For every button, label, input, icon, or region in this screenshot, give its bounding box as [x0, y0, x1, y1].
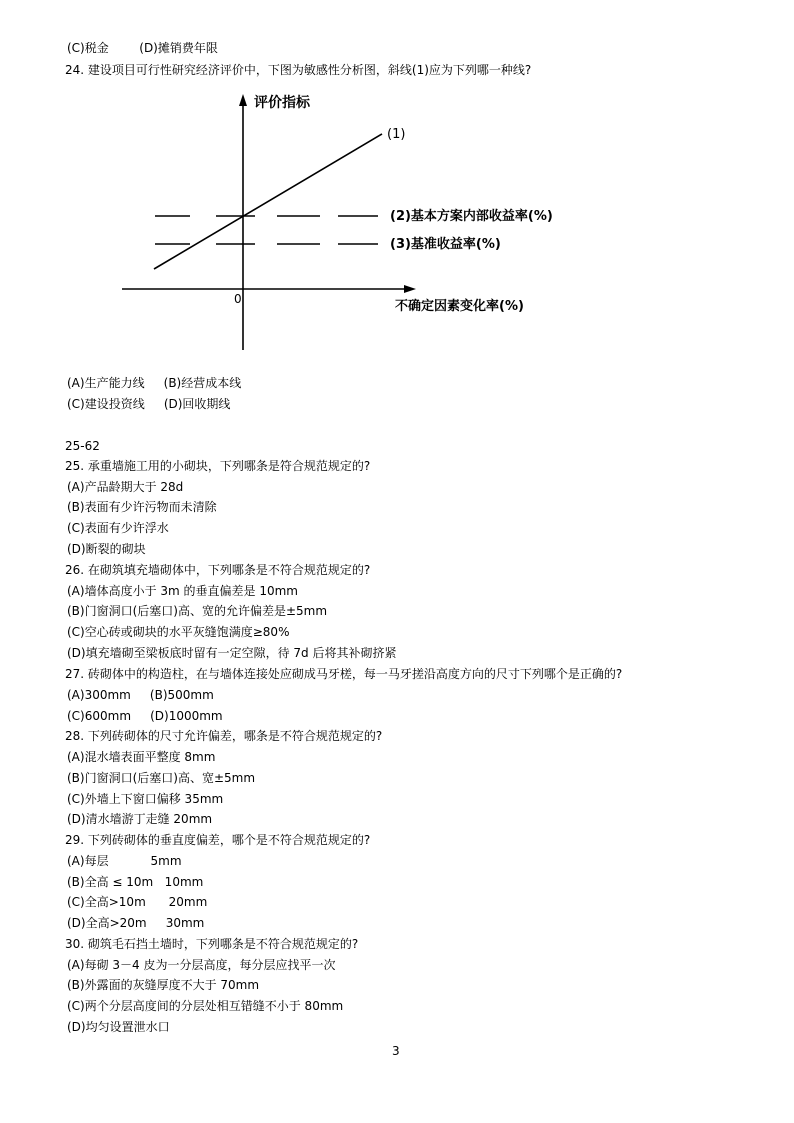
q28-option-a: (A)混水墙表面平整度 8mm [67, 750, 216, 764]
line-3-label: (3)基准收益率(%) [390, 237, 501, 252]
q29-option-c: (C)全高>10m 20mm [67, 895, 208, 909]
section-label: 25-62 [65, 439, 100, 453]
line-1-sloped [154, 134, 382, 269]
q26-option-a: (A)墙体高度小于 3m 的垂直偏差是 10mm [67, 584, 298, 598]
line-2-label: (2)基本方案内部收益率(%) [390, 209, 553, 224]
q26-option-d: (D)填充墙砌至梁板底时留有一定空隙，待 7d 后将其补砌挤紧 [67, 646, 397, 660]
q26-option-c: (C)空心砖或砌块的水平灰缝饱满度≥80% [67, 625, 290, 639]
q23-options: (C)税金 (D)摊销费年限 [67, 41, 218, 55]
q27-options-row2: (C)600mm (D)1000mm [67, 709, 223, 723]
q28-option-d: (D)清水墙游丁走缝 20mm [67, 812, 213, 826]
x-axis-arrow [404, 285, 416, 293]
q25-option-a: (A)产品龄期大于 28d [67, 480, 184, 494]
q28-option-c: (C)外墙上下窗口偏移 35mm [67, 792, 224, 806]
q25-text: 25. 承重墙施工用的小砌块，下列哪条是符合规范规定的? [65, 459, 371, 473]
q30-option-c: (C)两个分层高度间的分层处相互错缝不小于 80mm [67, 999, 344, 1013]
q25-option-d: (D)断裂的砌块 [67, 542, 146, 556]
y-axis-label: 评价指标 [254, 95, 310, 111]
q30-option-a: (A)每砌 3－4 皮为一分层高度，每分层应找平一次 [67, 958, 336, 972]
x-axis-label: 不确定因素变化率(%) [395, 299, 524, 314]
q30-option-d: (D)均匀设置泄水口 [67, 1020, 170, 1034]
q26-text: 26. 在砌筑填充墙砌体中，下列哪条是不符合规范规定的? [65, 563, 371, 577]
sensitivity-chart [110, 88, 590, 363]
q29-text: 29. 下列砖砌体的垂直度偏差，哪个是不符合规范规定的? [65, 833, 371, 847]
q29-option-b: (B)全高 ≤ 10m 10mm [67, 875, 204, 889]
q24-text: 24. 建设项目可行性研究经济评价中，下图为敏感性分析图，斜线(1)应为下列哪一种线? [65, 63, 532, 77]
q25-option-b: (B)表面有少许污物而未清除 [67, 500, 217, 514]
q28-text: 28. 下列砖砌体的尺寸允许偏差，哪条是不符合规范规定的? [65, 729, 383, 743]
q29-option-d: (D)全高>20m 30mm [67, 916, 205, 930]
page-number: 3 [392, 1044, 400, 1058]
line-1-label: (1) [387, 127, 406, 142]
q30-text: 30. 砌筑毛石挡土墙时，下列哪条是不符合规范规定的? [65, 937, 359, 951]
q24-options-row2: (C)建设投资线 (D)回收期线 [67, 397, 231, 411]
q29-option-a: (A)每层 5mm [67, 854, 182, 868]
q27-text: 27. 砖砌体中的构造柱，在与墙体连接处应砌成马牙槎，每一马牙搓沿高度方向的尺寸下列哪个是正确的? [65, 667, 623, 681]
q27-options-row1: (A)300mm (B)500mm [67, 688, 214, 702]
origin-label: 0 [234, 292, 242, 306]
q25-option-c: (C)表面有少许浮水 [67, 521, 169, 535]
q30-option-b: (B)外露面的灰缝厚度不大于 70mm [67, 978, 260, 992]
q26-option-b: (B)门窗洞口(后塞口)高、宽的允许偏差是±5mm [67, 604, 328, 618]
q28-option-b: (B)门窗洞口(后塞口)高、宽±5mm [67, 771, 256, 785]
y-axis-arrow [239, 94, 247, 106]
q24-options-row1: (A)生产能力线 (B)经营成本线 [67, 376, 242, 390]
